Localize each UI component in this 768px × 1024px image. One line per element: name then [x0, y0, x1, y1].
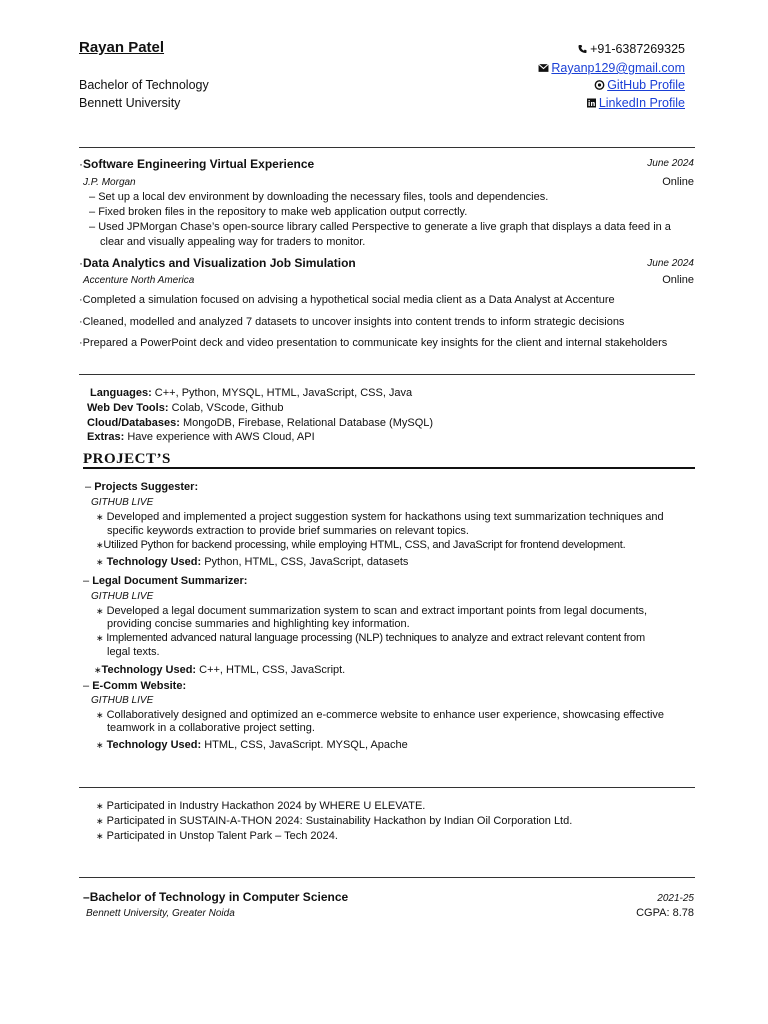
experience-company: J.P. Morgan	[83, 177, 136, 188]
experience-bullet: ·Prepared a PowerPoint deck and video presentation to communicate key insights for the client and internal stakeholders	[79, 337, 668, 349]
education-school: Bennett University, Greater Noida	[86, 908, 235, 919]
github-icon	[594, 80, 605, 90]
project-link[interactable]: GITHUB LIVE	[91, 695, 154, 706]
achievement-item: ∗ Participated in Unstop Talent Park – Tech 2024.	[96, 830, 338, 842]
candidate-name: Rayan Patel	[79, 39, 165, 56]
project-bullet: ∗ Implemented advanced natural language processing (NLP) techniques to analyze and extract relevant content from	[96, 632, 645, 644]
project-tech: ∗ Technology Used: HTML, CSS, JavaScript. MYSQL, Apache	[96, 739, 408, 751]
experience-date: June 2024	[647, 258, 694, 269]
project-link[interactable]: GITHUB LIVE	[91, 497, 154, 508]
project-bullet: ∗ Developed and implemented a project suggestion system for hackathons using text summarization techniques and	[96, 511, 664, 523]
phone-icon	[577, 44, 588, 54]
project-bullet: ∗ Developed a legal document summarization system to scan and extract important points from legal documents,	[96, 605, 648, 617]
section-divider-education	[79, 877, 695, 878]
experience-mode: Online	[662, 176, 694, 188]
experience-bullet: – Fixed broken files in the repository to make web application output correctly.	[89, 206, 468, 218]
education-degree: –Bachelor of Technology in Computer Science	[83, 890, 349, 904]
project-bullet: ∗Utilized Python for backend processing, while employing HTML, CSS, and JavaScript for frontend development.	[96, 539, 626, 551]
linkedin-link[interactable]: LinkedIn Profile	[598, 96, 685, 110]
experience-bullet-continuation: clear and visually appealing way for traders to monitor.	[100, 236, 366, 248]
phone-line	[577, 42, 685, 56]
project-bullet-continuation: legal texts.	[107, 646, 160, 658]
experience-title: ·Data Analytics and Visualization Job Simulation	[79, 256, 356, 270]
section-divider-experience	[79, 147, 695, 148]
mail-icon	[538, 63, 549, 73]
experience-mode: Online	[662, 274, 694, 286]
skill-webdev: Web Dev Tools: Colab, VScode, Github	[87, 402, 284, 414]
project-link[interactable]: GITHUB LIVE	[91, 591, 154, 602]
project-title: – Projects Suggester:	[85, 481, 199, 493]
project-tech: ∗Technology Used: C++, HTML, CSS, JavaScript.	[94, 664, 346, 676]
experience-date: June 2024	[647, 158, 694, 169]
linkedin-line[interactable]	[586, 96, 685, 110]
skill-languages: Languages: C++, Python, MYSQL, HTML, JavaScript, CSS, Java	[90, 387, 413, 399]
section-divider-skills	[79, 374, 695, 375]
experience-bullet: ·Completed a simulation focused on advising a hypothetical social media client as a Data Analyst at Accenture	[79, 294, 615, 306]
education-cgpa: CGPA: 8.78	[636, 907, 694, 919]
project-bullet-continuation: providing concise summaries and highlighting key information.	[107, 618, 410, 630]
skill-extras: Extras: Have experience with AWS Cloud, API	[87, 431, 315, 443]
experience-bullet: – Used JPMorgan Chase’s open-source library called Perspective to generate a live graph that displays a data feed in a	[89, 221, 671, 233]
email-line[interactable]	[538, 61, 685, 75]
university: Bennett University	[79, 96, 181, 110]
projects-heading-rule	[83, 467, 695, 469]
project-bullet-continuation: teamwork in a collaborative project setting.	[107, 722, 315, 734]
project-title: – Legal Document Summarizer:	[83, 575, 248, 587]
experience-bullet: ·Cleaned, modelled and analyzed 7 datasets to uncover insights into content trends to inform strategic decisions	[79, 316, 625, 328]
experience-bullet: – Set up a local dev environment by downloading the necessary files, tools and dependencies.	[89, 191, 549, 203]
github-line[interactable]	[594, 78, 685, 92]
projects-heading: PROJECT’S	[83, 451, 171, 467]
experience-title: ·Software Engineering Virtual Experience	[79, 157, 315, 171]
project-tech: ∗ Technology Used: Python, HTML, CSS, JavaScript, datasets	[96, 556, 409, 568]
phone-number: +91-6387269325	[590, 42, 685, 56]
project-bullet: ∗ Collaboratively designed and optimized an e-commerce website to enhance user experience, showcasing effective	[96, 709, 665, 721]
email-link[interactable]: Rayanp129@gmail.com	[551, 61, 685, 75]
project-bullet-continuation: specific keywords extraction to provide brief summaries on relevant topics.	[107, 525, 469, 537]
project-title: – E-Comm Website:	[83, 680, 187, 692]
skill-cloud: Cloud/Databases: MongoDB, Firebase, Relational Database (MySQL)	[87, 417, 434, 429]
achievement-item: ∗ Participated in SUSTAIN-A-THON 2024: Sustainability Hackathon by Indian Oil Corporation Ltd.	[96, 815, 573, 827]
education-years: 2021-25	[657, 893, 694, 904]
linkedin-icon	[586, 98, 597, 108]
achievement-item: ∗ Participated in Industry Hackathon 2024 by WHERE U ELEVATE.	[96, 800, 426, 812]
degree: Bachelor of Technology	[79, 78, 209, 92]
github-link[interactable]: GitHub Profile	[607, 78, 685, 92]
section-divider-achievements	[79, 787, 695, 788]
experience-company: Accenture North America	[83, 275, 195, 286]
